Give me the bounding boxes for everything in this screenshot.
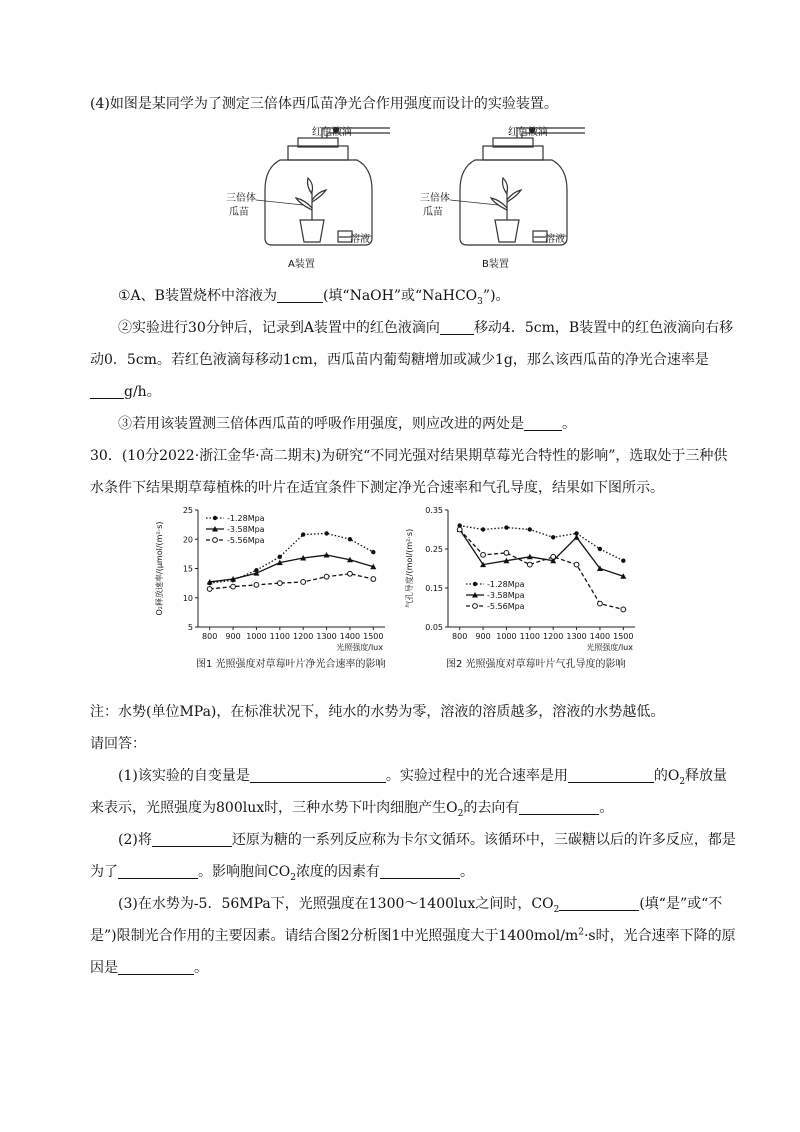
y-axis-label: 气孔导度/(mol/(m²·s) <box>405 528 414 609</box>
q30-p3-line2: 是”)限制光合作用的主要因素。请结合图2分析图1中光照强度大于$1400mol/m^2\cdot s$时，光合速率下降的原 <box>90 927 736 944</box>
y-tick-label: 0.05 <box>425 623 443 632</box>
x-tick-label: 1200 <box>543 632 564 641</box>
data-point <box>481 527 485 531</box>
chart-net-photosynthesis <box>150 502 395 652</box>
y-tick-label: 15 <box>182 564 193 574</box>
apparatus-b <box>460 128 585 246</box>
data-point <box>301 532 305 536</box>
y-tick-label: 0.25 <box>425 545 443 554</box>
q4-s2-line1: ②实验进行30分钟后，记录到A装置中的红色液滴向 移动4．5cm，B装置中的红色液滴向右移 <box>118 320 734 336</box>
x-tick-label: 1100 <box>519 632 540 641</box>
y-tick-label: 10 <box>182 593 193 603</box>
x-tick-label: 1200 <box>293 632 314 641</box>
y-tick-label: 0.35 <box>425 506 443 515</box>
data-point <box>301 580 306 585</box>
data-point <box>324 531 328 535</box>
q30-p2-line1: (2)将 还原为糖的一系列反应称为卡尔文循环。该循环中，三碳糖以后的许多反应，都是 <box>118 832 736 848</box>
data-point <box>348 571 353 576</box>
data-point <box>278 555 282 559</box>
answer-blank[interactable] <box>380 864 460 879</box>
legend-marker <box>213 538 218 543</box>
chart1-title: 图1 光照强度对草莓叶片净光合速率的影响 <box>196 659 386 670</box>
answer-blank[interactable] <box>559 896 639 911</box>
legend-marker <box>473 604 478 609</box>
x-axis-label: 光照强度/lux <box>336 643 383 652</box>
x-tick-label: 1300 <box>566 632 587 641</box>
legend-label: -5.56Mpa <box>227 536 265 545</box>
answer-blank[interactable] <box>568 768 654 783</box>
q30-p1-line1: (1)该实验的自变量是 。实验过程中的光合速率是用 的$O_2$释放量 <box>118 768 728 787</box>
y-axis-label: O₂释放速率/(μmol/(m²·s) <box>155 521 164 616</box>
data-point <box>598 601 603 606</box>
data-point <box>457 527 462 532</box>
apparatus-a <box>265 128 390 246</box>
x-tick-label: 1400 <box>589 632 611 641</box>
answer-blank[interactable] <box>118 864 198 879</box>
q30-stem-line1: 30．(10分2022·浙江金华·高二期末)为研究“不同光强对结果期草莓光合特性的影响”，选取处于三种供 <box>90 448 728 464</box>
y-tick-label: 20 <box>182 535 193 545</box>
data-point <box>481 552 486 557</box>
legend-marker <box>213 516 217 520</box>
legend-label: -3.58Mpa <box>227 525 265 534</box>
data-point <box>551 535 555 539</box>
data-point <box>621 607 626 612</box>
apparatus-a-label: A装置 <box>288 259 315 270</box>
seedling-label-a1: 三倍体 <box>226 193 256 204</box>
q4-s3: ③若用该装置测三倍体西瓜苗的呼吸作用强度，则应改进的两处是 。 <box>118 416 576 432</box>
legend-label: -3.58Mpa <box>487 591 525 600</box>
x-tick-label: 1500 <box>613 632 634 641</box>
data-point <box>551 554 556 559</box>
q30-note: 注：水势(单位MPa)，在标准状况下，纯水的水势为零，溶液的溶质越多，溶液的水势越低。 <box>90 704 665 720</box>
legend-marker <box>473 582 477 586</box>
data-point <box>504 551 509 556</box>
q30-p2-line2: 为了 。影响胞间$CO_2$浓度的因素有 。 <box>90 864 474 883</box>
x-tick-label: 1100 <box>269 632 290 641</box>
data-point <box>574 562 579 567</box>
data-point <box>371 577 376 582</box>
data-point <box>231 584 236 589</box>
q30-p3-line1: (3)在水势为-5．56MPa下，光照强度在1300～1400lux之间时，$CO_2$ (填“是”或“不 <box>118 896 723 915</box>
legend-label: -1.28Mpa <box>227 514 265 523</box>
q30-please: 请回答： <box>90 736 146 752</box>
answer-blank[interactable] <box>118 960 194 975</box>
legend-label: -1.28Mpa <box>487 580 525 589</box>
x-tick-label: 1300 <box>316 632 337 641</box>
chart-stomatal-conductance <box>400 502 645 652</box>
data-point <box>621 559 625 563</box>
solution-label-b: 溶液 <box>545 234 565 245</box>
q4-intro: (4)如图是某同学为了测定三倍体西瓜苗净光合作用强度而设计的实验装置。 <box>90 96 558 112</box>
answer-blank[interactable] <box>519 800 599 815</box>
x-tick-label: 1000 <box>246 632 267 641</box>
data-point <box>348 537 352 541</box>
y-tick-label: 25 <box>182 506 193 515</box>
chart2-title: 图2 光照强度对草莓叶片气孔导度的影响 <box>446 659 626 670</box>
y-tick-label: 0.15 <box>425 584 443 593</box>
data-point <box>324 574 329 579</box>
x-tick-label: 1400 <box>339 632 361 641</box>
red-drop-label-a: 红色液滴 <box>312 127 352 138</box>
data-point <box>254 582 259 587</box>
y-tick-label: 5 <box>187 623 193 632</box>
q30-p3-line3: 因是 。 <box>90 960 208 976</box>
legend-label: -5.56Mpa <box>487 602 525 611</box>
q30-p1-line2: 来表示，光照强度为800lux时，三种水势下叶肉细胞产生$O_2$的去向有 。 <box>90 800 614 819</box>
q4-s2-line3: g/h。 <box>90 382 161 402</box>
answer-blank[interactable] <box>90 384 124 399</box>
data-point <box>528 527 532 531</box>
x-tick-label: 1500 <box>363 632 384 641</box>
data-point <box>371 550 375 554</box>
q30-stem-line2: 水条件下结果期草莓植株的叶片在适宜条件下测定净光合速率和气孔导度，结果如下图所示。 <box>90 480 664 496</box>
answer-blank[interactable] <box>524 416 562 431</box>
q4-s1: ①A、B装置烧杯中溶液为 (填“NaOH”或“NaHCO$_3$”)。 <box>118 288 510 307</box>
data-point <box>598 547 602 551</box>
q4-s2-line2: 动0．5cm。若红色液滴每移动1cm，西瓜苗内葡萄糖增加或减少1g，那么该西瓜苗的净光合速率是 <box>90 352 709 368</box>
solution-label-a: 溶液 <box>350 234 370 245</box>
apparatus-b-label: B装置 <box>482 259 509 270</box>
data-point <box>527 562 532 567</box>
x-tick-label: 800 <box>202 632 218 641</box>
x-axis-label: 光照强度/lux <box>586 643 633 652</box>
red-drop-label-b: 红色液滴 <box>508 127 548 138</box>
data-point <box>504 525 508 529</box>
apparatus-figure <box>210 120 600 270</box>
x-tick-label: 900 <box>475 632 491 641</box>
answer-blank[interactable] <box>440 320 474 335</box>
x-tick-label: 900 <box>225 632 241 641</box>
data-point <box>574 534 580 540</box>
x-tick-label: 800 <box>452 632 468 641</box>
data-point <box>277 581 282 586</box>
answer-blank[interactable] <box>277 288 323 303</box>
seedling-label-a2: 瓜苗 <box>229 207 249 218</box>
answer-blank[interactable] <box>250 768 386 783</box>
answer-blank[interactable] <box>152 832 232 847</box>
seedling-label-b1: 三倍体 <box>420 193 450 204</box>
x-tick-label: 1000 <box>496 632 517 641</box>
data-point <box>207 587 212 592</box>
seedling-label-b2: 瓜苗 <box>423 207 443 218</box>
